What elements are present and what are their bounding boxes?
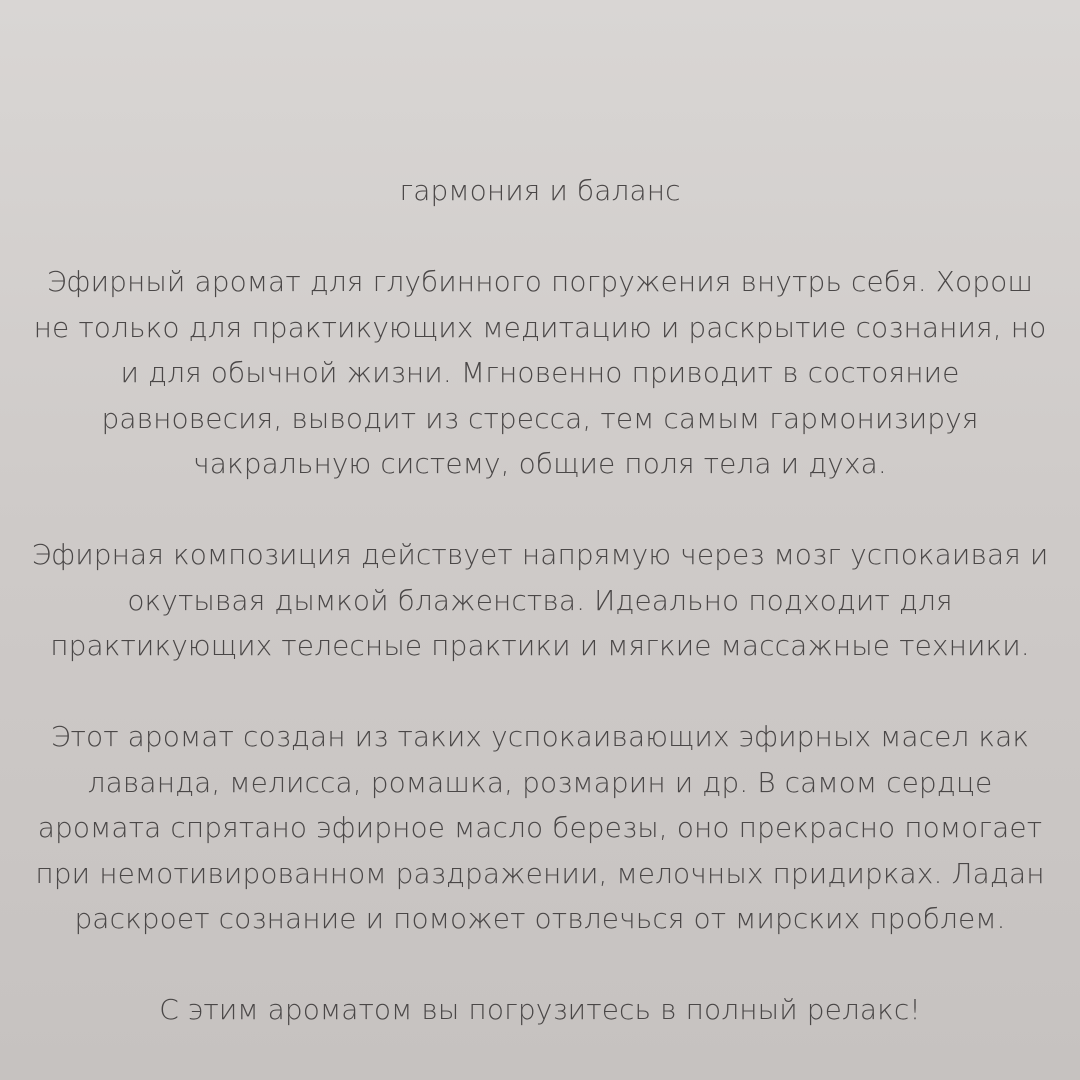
paragraph-line: не только для практикующих медитацию и раскрытие сознания, но — [33, 310, 1047, 344]
paragraph-intro — [0, 259, 1080, 487]
description-title — [0, 168, 1080, 214]
paragraph-line: Этот аромат создан из таких успокаивающих эфирных масел как — [50, 720, 1030, 753]
paragraph-composition — [0, 532, 1080, 669]
paragraph-line: раскроет сознание и поможет отвлечься от мирских проблем. — [74, 902, 1006, 935]
paragraph-line: чакральную систему, общие поля тела и духа. — [193, 447, 887, 480]
paragraph-line: С этим ароматом вы погрузитесь в полный релакс! — [159, 993, 921, 1026]
title-text: гармония и баланс — [399, 174, 681, 207]
spacer — [0, 942, 1080, 988]
paragraph-closing — [0, 987, 1080, 1033]
spacer — [0, 487, 1080, 533]
spacer — [0, 669, 1080, 715]
paragraph-line: Эфирная композиция действует напрямую через мозг успокаивая и — [31, 538, 1049, 571]
paragraph-line: лаванда, мелисса, ромашка, розмарин и др. В самом сердце — [87, 765, 993, 799]
spacer — [0, 214, 1080, 260]
paragraph-line: аромата спрятано эфирное масло березы, оно прекрасно помогает — [37, 811, 1043, 844]
paragraph-line: и для обычной жизни. Мгновенно приводит в состояние — [120, 356, 960, 389]
paragraph-line: при немотивированном раздражении, мелочных придирках. Ладан — [35, 856, 1045, 890]
paragraph-line: окутывая дымкой блаженства. Идеально подходит для — [127, 583, 953, 617]
paragraph-line: практикующих телесные практики и мягкие массажные техники. — [50, 629, 1030, 662]
paragraph-ingredients — [0, 714, 1080, 942]
paragraph-line: Эфирный аромат для глубинного погружения внутрь себя. Хорош — [46, 265, 1034, 298]
product-description — [0, 168, 1080, 1033]
paragraph-line: равновесия, выводит из стресса, тем самым гармонизируя — [101, 401, 979, 435]
